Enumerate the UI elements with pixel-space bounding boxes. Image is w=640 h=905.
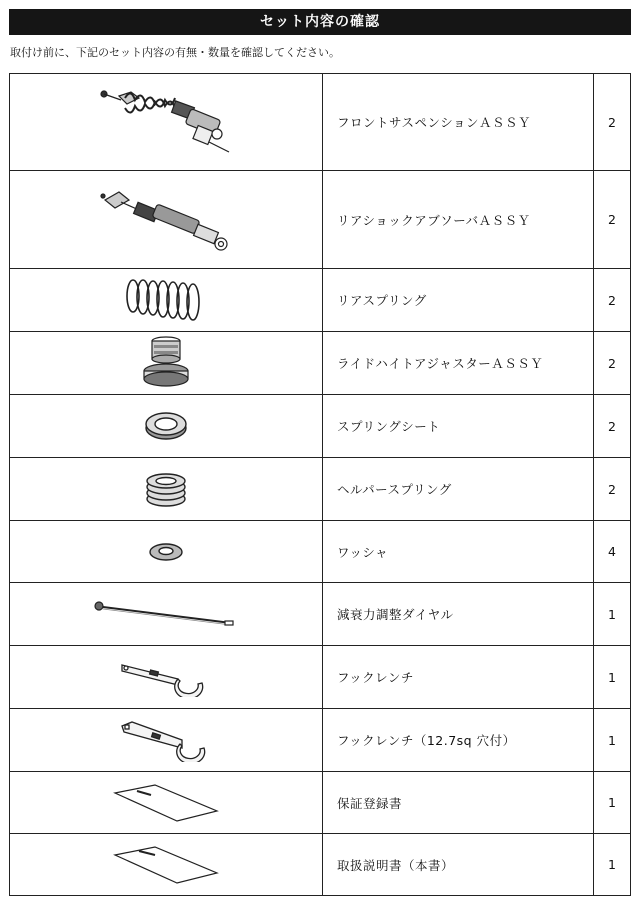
helper-spring-icon [141,469,191,509]
item-name: ライドハイトアジャスターＡＳＳＹ [323,332,594,395]
item-image-cell [10,646,323,709]
item-name: ヘルパースプリング [323,458,594,521]
item-image-cell [10,395,323,458]
table-row [10,646,631,709]
table-row [10,269,631,332]
item-name: 減衰力調整ダイヤル [323,583,594,646]
item-name: リアスプリング [323,269,594,332]
hook-wrench-icon [116,657,216,697]
item-quantity: 1 [594,583,631,646]
item-image-cell [10,332,323,395]
item-image-cell [10,583,323,646]
item-quantity: 1 [594,834,631,896]
item-name: フックレンチ [323,646,594,709]
item-quantity: 4 [594,521,631,583]
item-image-cell [10,74,323,171]
item-image-cell [10,458,323,521]
item-name: リアショックアブソーバＡＳＳＹ [323,171,594,269]
table-row [10,772,631,834]
table-row [10,521,631,583]
hook-wrench-square-hole-icon [116,718,216,762]
item-image-cell [10,709,323,772]
item-image-cell [10,834,323,896]
table-row [10,171,631,269]
item-quantity: 2 [594,458,631,521]
item-quantity: 2 [594,269,631,332]
item-name: スプリングシート [323,395,594,458]
item-image-cell [10,269,323,332]
washer-icon [146,540,186,564]
item-quantity: 2 [594,74,631,171]
warranty-card-icon [111,781,221,825]
item-image-cell [10,171,323,269]
item-quantity: 1 [594,646,631,709]
ride-height-adjuster-icon [136,335,196,391]
coil-spring-icon [121,274,211,326]
intro-text: 取付け前に、下記のセット内容の有無・数量を確認してください。 [10,46,340,59]
rear-shock-absorber-icon [91,180,241,260]
item-name: ワッシャ [323,521,594,583]
table-row [10,458,631,521]
item-name: フックレンチ（12.7sq 穴付） [323,709,594,772]
item-quantity: 1 [594,772,631,834]
front-suspension-icon [91,82,241,162]
damping-adjuster-rod-icon [91,597,241,631]
table-row [10,332,631,395]
item-image-cell [10,521,323,583]
item-quantity: 2 [594,171,631,269]
table-row [10,395,631,458]
parts-table [9,73,631,896]
table-row [10,74,631,171]
table-row [10,709,631,772]
item-name: フロントサスペンションＡＳＳＹ [323,74,594,171]
item-image-cell [10,772,323,834]
item-name: 取扱説明書（本書） [323,834,594,896]
item-name: 保証登録書 [323,772,594,834]
section-title: セット内容の確認 [9,9,631,35]
table-row [10,583,631,646]
instruction-manual-icon [111,843,221,887]
table-row [10,834,631,896]
item-quantity: 1 [594,709,631,772]
spring-seat-icon [141,409,191,443]
item-quantity: 2 [594,332,631,395]
item-quantity: 2 [594,395,631,458]
